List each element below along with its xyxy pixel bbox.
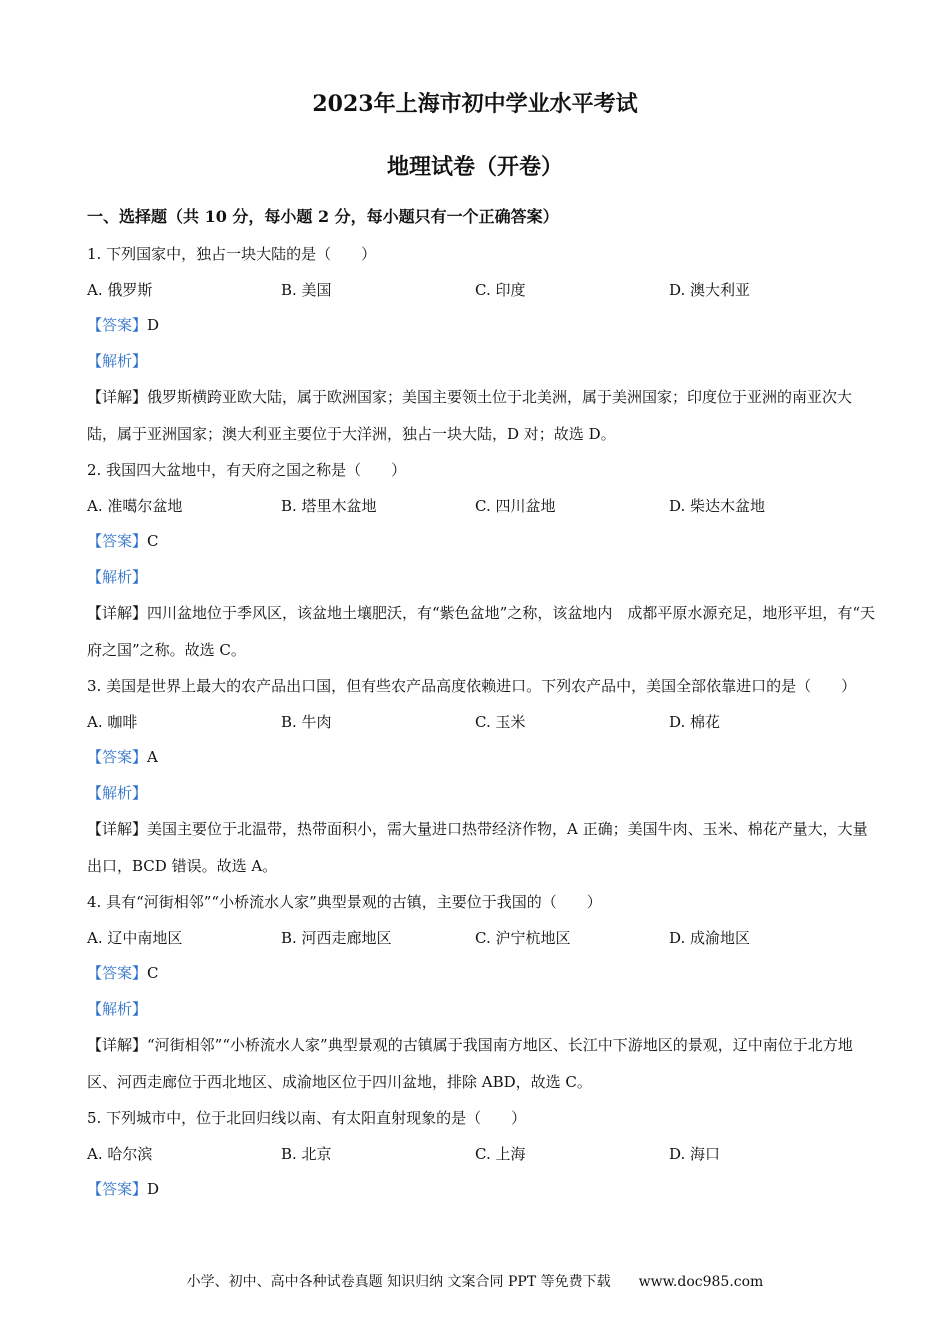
option-d: D. 海口 bbox=[669, 1144, 721, 1163]
detail-tag: 【详解】 bbox=[87, 1036, 148, 1054]
analysis-line bbox=[87, 776, 877, 812]
answer-tag: 【答案】 bbox=[87, 316, 148, 334]
option-a: A. 辽中南地区 bbox=[87, 928, 183, 947]
footer-url[interactable]: www.doc985.com bbox=[638, 1274, 764, 1290]
options-row bbox=[87, 1137, 877, 1173]
options-row bbox=[87, 705, 877, 741]
option-c: C. 沪宁杭地区 bbox=[475, 928, 571, 947]
answer-line bbox=[87, 308, 877, 344]
footer-text: 小学、初中、高中各种试卷真题 知识归纳 文案合同 PPT 等免费下载 bbox=[186, 1274, 611, 1290]
detail-tag: 【详解】 bbox=[87, 388, 148, 406]
detail-paragraph bbox=[87, 1027, 877, 1100]
detail-paragraph bbox=[87, 379, 877, 452]
analysis-line bbox=[87, 992, 877, 1028]
option-a: A. 俄罗斯 bbox=[87, 280, 153, 299]
detail-tag: 【详解】 bbox=[87, 820, 148, 838]
exam-title: 2023年上海市初中学业水平考试 bbox=[312, 91, 638, 117]
answer-tag: 【答案】 bbox=[87, 748, 148, 766]
option-d: D. 成渝地区 bbox=[669, 928, 751, 947]
analysis-line bbox=[87, 560, 877, 596]
question-2 bbox=[87, 452, 877, 668]
question-5 bbox=[87, 1100, 877, 1208]
detail-text: “河街相邻”“小桥流水人家”典型景观的古镇属于我国南方地区、长江中下游地区的景观，辽中南位于北方地区、河西走廊位于西北地区、成渝地区位于四川盆地，排除 ABD，故选 C。 bbox=[87, 1036, 853, 1091]
option-a: A. 哈尔滨 bbox=[87, 1144, 153, 1163]
answer-line bbox=[87, 524, 877, 560]
detail-paragraph bbox=[87, 595, 877, 668]
option-c: C. 四川盆地 bbox=[475, 496, 556, 515]
answer-tag: 【答案】 bbox=[87, 532, 148, 550]
question-stem: 1. 下列国家中，独占一块大陆的是（ ） bbox=[87, 245, 377, 263]
answer-line bbox=[87, 1172, 877, 1208]
option-a: A. 咖啡 bbox=[87, 712, 138, 731]
analysis-tag: 【解析】 bbox=[87, 783, 148, 802]
option-a: A. 准噶尔盆地 bbox=[87, 496, 183, 515]
option-c: C. 印度 bbox=[475, 280, 526, 299]
option-d: D. 柴达木盆地 bbox=[669, 496, 766, 515]
question-stem: 5. 下列城市中，位于北回归线以南、有太阳直射现象的是（ ） bbox=[87, 1109, 527, 1127]
option-b: B. 河西走廊地区 bbox=[281, 928, 392, 947]
question-4 bbox=[87, 884, 877, 1100]
answer-value: A bbox=[147, 748, 158, 766]
answer-value: D bbox=[147, 316, 160, 334]
option-d: D. 澳大利亚 bbox=[669, 280, 751, 299]
question-1 bbox=[87, 236, 877, 452]
question-list bbox=[87, 236, 877, 1208]
detail-text: 四川盆地位于季风区，该盆地土壤肥沃，有“紫色盆地”之称，该盆地内 成都平原水源充足，地形平坦，有“天府之国”之称。故选 C。 bbox=[87, 604, 876, 659]
question-stem: 2. 我国四大盆地中，有天府之国之称是（ ） bbox=[87, 461, 407, 479]
analysis-tag: 【解析】 bbox=[87, 999, 148, 1018]
option-c: C. 玉米 bbox=[475, 712, 526, 731]
option-b: B. 塔里木盆地 bbox=[281, 496, 377, 515]
analysis-line bbox=[87, 344, 877, 380]
detail-paragraph bbox=[87, 811, 877, 884]
exam-subtitle: 地理试卷（开卷） bbox=[386, 154, 563, 180]
section-heading: 一、选择题（共 10 分，每小题 2 分，每小题只有一个正确答案） bbox=[87, 207, 559, 226]
page-footer bbox=[0, 1271, 950, 1291]
options-row bbox=[87, 273, 877, 309]
analysis-tag: 【解析】 bbox=[87, 351, 148, 370]
options-row bbox=[87, 489, 877, 525]
answer-line bbox=[87, 956, 877, 992]
option-b: B. 美国 bbox=[281, 280, 332, 299]
option-c: C. 上海 bbox=[475, 1144, 526, 1163]
question-stem: 3. 美国是世界上最大的农产品出口国，但有些农产品高度依赖进口。下列农产品中，美国全部依靠进口的是（ ） bbox=[87, 677, 857, 695]
answer-tag: 【答案】 bbox=[87, 1180, 148, 1198]
detail-text: 美国主要位于北温带，热带面积小，需大量进口热带经济作物，A 正确；美国牛肉、玉米、棉花产量大，大量出口，BCD 错误。故选 A。 bbox=[87, 820, 868, 875]
answer-value: D bbox=[147, 1180, 160, 1198]
option-b: B. 北京 bbox=[281, 1144, 332, 1163]
question-3 bbox=[87, 668, 877, 884]
options-row bbox=[87, 921, 877, 957]
answer-value: C bbox=[147, 532, 159, 550]
option-d: D. 棉花 bbox=[669, 712, 721, 731]
detail-tag: 【详解】 bbox=[87, 604, 148, 622]
answer-line bbox=[87, 740, 877, 776]
answer-value: C bbox=[147, 964, 159, 982]
analysis-tag: 【解析】 bbox=[87, 567, 148, 586]
answer-tag: 【答案】 bbox=[87, 964, 148, 982]
detail-text: 俄罗斯横跨亚欧大陆，属于欧洲国家；美国主要领土位于北美洲，属于美洲国家；印度位于亚洲的南亚次大陆，属于亚洲国家；澳大利亚主要位于大洋洲，独占一块大陆，D 对；故选 D。 bbox=[87, 388, 853, 443]
question-stem: 4. 具有“河街相邻”“小桥流水人家”典型景观的古镇，主要位于我国的（ ） bbox=[87, 893, 602, 911]
option-b: B. 牛肉 bbox=[281, 712, 332, 731]
